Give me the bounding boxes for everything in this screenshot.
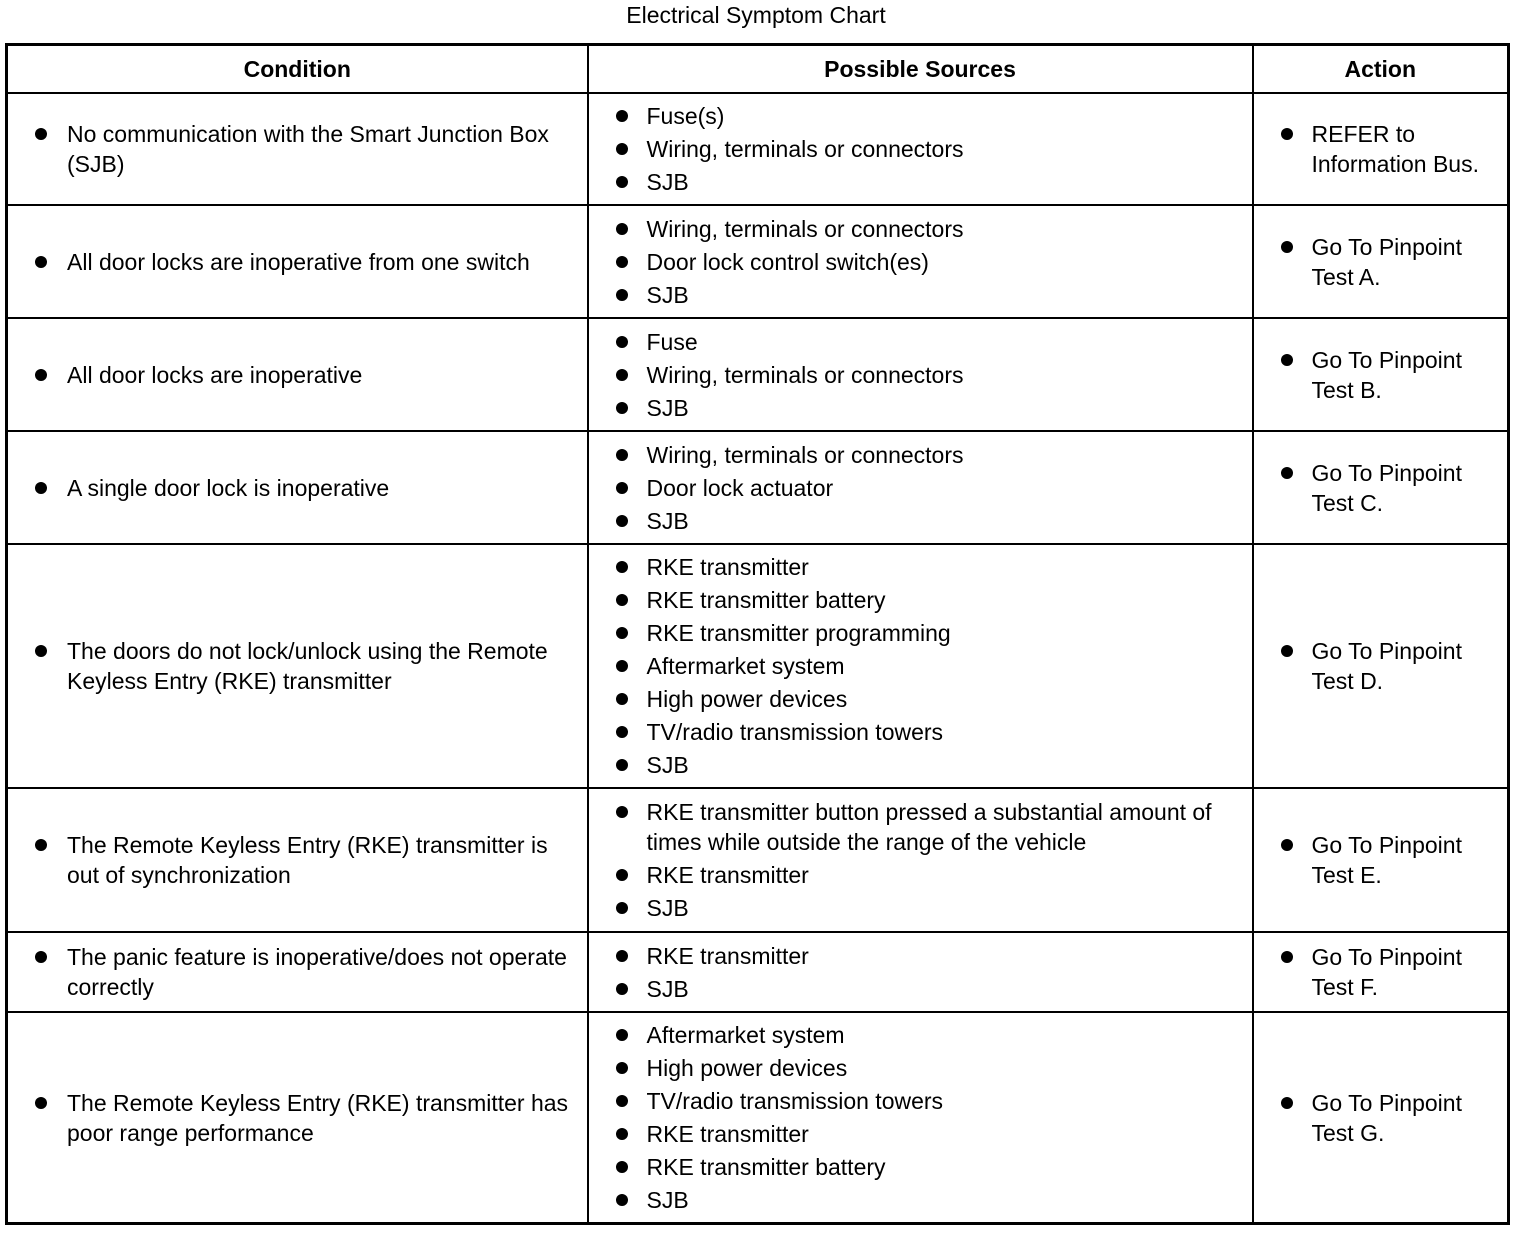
- action-text-list: [1254, 458, 1508, 518]
- action-cell: [1253, 318, 1509, 431]
- condition-text: The doors do not lock/unlock using the Remote Keyless Entry (RKE) transmitter: [8, 636, 587, 696]
- table-row: [7, 544, 1509, 788]
- source-item: Aftermarket system: [589, 651, 1252, 681]
- table-row: [7, 205, 1509, 318]
- action-text-list: [1254, 942, 1508, 1002]
- source-item: SJB: [589, 167, 1252, 197]
- condition-text-list: [8, 1088, 587, 1148]
- condition-cell: [7, 788, 588, 932]
- source-item-list: [589, 207, 1252, 317]
- condition-text: The Remote Keyless Entry (RKE) transmitter is out of synchronization: [8, 830, 587, 890]
- table-header-row: [7, 45, 1509, 94]
- condition-text-list: [8, 830, 587, 890]
- source-item-list: [589, 1013, 1252, 1222]
- condition-text-list: [8, 360, 587, 390]
- source-item: High power devices: [589, 684, 1252, 714]
- source-item: Wiring, terminals or connectors: [589, 134, 1252, 164]
- source-item-list: [589, 790, 1252, 930]
- action-text-list: [1254, 119, 1508, 179]
- condition-text-list: [8, 473, 587, 503]
- table-body: [7, 93, 1509, 1224]
- source-item-list: [589, 545, 1252, 787]
- condition-text-list: [8, 942, 587, 1002]
- condition-text: The panic feature is inoperative/does not operate correctly: [8, 942, 587, 1002]
- source-item: Aftermarket system: [589, 1020, 1252, 1050]
- possible-sources-cell: [588, 932, 1253, 1012]
- condition-text: All door locks are inoperative: [8, 360, 587, 390]
- source-item: Wiring, terminals or connectors: [589, 440, 1252, 470]
- action-cell: [1253, 788, 1509, 932]
- source-item-list: [589, 320, 1252, 430]
- condition-cell: [7, 1012, 588, 1224]
- action-text: Go To Pinpoint Test G.: [1254, 1088, 1508, 1148]
- source-item: RKE transmitter programming: [589, 618, 1252, 648]
- action-text: Go To Pinpoint Test C.: [1254, 458, 1508, 518]
- condition-text: A single door lock is inoperative: [8, 473, 587, 503]
- source-item-list: [589, 934, 1252, 1011]
- possible-sources-cell: [588, 205, 1253, 318]
- header-possible-sources: Possible Sources: [588, 45, 1253, 94]
- header-action: Action: [1253, 45, 1509, 94]
- condition-cell: [7, 93, 588, 205]
- source-item: RKE transmitter: [589, 941, 1252, 971]
- source-item: SJB: [589, 750, 1252, 780]
- table-row: [7, 431, 1509, 544]
- source-item: SJB: [589, 506, 1252, 536]
- condition-cell: [7, 544, 588, 788]
- action-cell: [1253, 205, 1509, 318]
- table-row: [7, 788, 1509, 932]
- source-item: Fuse(s): [589, 101, 1252, 131]
- action-text: Go To Pinpoint Test B.: [1254, 345, 1508, 405]
- source-item: SJB: [589, 280, 1252, 310]
- source-item: Door lock actuator: [589, 473, 1252, 503]
- source-item-list: [589, 433, 1252, 543]
- action-text: Go To Pinpoint Test A.: [1254, 232, 1508, 292]
- source-item: Wiring, terminals or connectors: [589, 360, 1252, 390]
- source-item: SJB: [589, 974, 1252, 1004]
- possible-sources-cell: [588, 544, 1253, 788]
- source-item: High power devices: [589, 1053, 1252, 1083]
- source-item: RKE transmitter: [589, 1119, 1252, 1149]
- action-text: Go To Pinpoint Test F.: [1254, 942, 1508, 1002]
- header-condition: Condition: [7, 45, 588, 94]
- source-item: TV/radio transmission towers: [589, 717, 1252, 747]
- possible-sources-cell: [588, 431, 1253, 544]
- action-text: Go To Pinpoint Test E.: [1254, 830, 1508, 890]
- action-cell: [1253, 431, 1509, 544]
- action-cell: [1253, 932, 1509, 1012]
- table-row: [7, 932, 1509, 1012]
- source-item: SJB: [589, 393, 1252, 423]
- action-cell: [1253, 93, 1509, 205]
- possible-sources-cell: [588, 788, 1253, 932]
- possible-sources-cell: [588, 1012, 1253, 1224]
- condition-text-list: [8, 636, 587, 696]
- action-text-list: [1254, 232, 1508, 292]
- action-text-list: [1254, 830, 1508, 890]
- source-item: Fuse: [589, 327, 1252, 357]
- action-text: REFER to Information Bus.: [1254, 119, 1508, 179]
- action-text-list: [1254, 636, 1508, 696]
- source-item: SJB: [589, 893, 1252, 923]
- source-item-list: [589, 94, 1252, 204]
- source-item: RKE transmitter: [589, 860, 1252, 890]
- condition-text: The Remote Keyless Entry (RKE) transmitter has poor range performance: [8, 1088, 587, 1148]
- possible-sources-cell: [588, 318, 1253, 431]
- action-text-list: [1254, 345, 1508, 405]
- source-item: RKE transmitter: [589, 552, 1252, 582]
- condition-cell: [7, 431, 588, 544]
- condition-text: No communication with the Smart Junction Box (SJB): [8, 119, 587, 179]
- action-cell: [1253, 1012, 1509, 1224]
- table-row: [7, 318, 1509, 431]
- source-item: Door lock control switch(es): [589, 247, 1252, 277]
- action-cell: [1253, 544, 1509, 788]
- table-row: [7, 1012, 1509, 1224]
- condition-text-list: [8, 119, 587, 179]
- source-item: Wiring, terminals or connectors: [589, 214, 1252, 244]
- condition-cell: [7, 205, 588, 318]
- table-row: [7, 93, 1509, 205]
- source-item: RKE transmitter battery: [589, 1152, 1252, 1182]
- source-item: RKE transmitter battery: [589, 585, 1252, 615]
- condition-text: All door locks are inoperative from one switch: [8, 247, 587, 277]
- action-text: Go To Pinpoint Test D.: [1254, 636, 1508, 696]
- condition-text-list: [8, 247, 587, 277]
- source-item: RKE transmitter button pressed a substantial amount of times while outside the range of the vehicle: [589, 797, 1252, 857]
- chart-title: Electrical Symptom Chart: [626, 2, 886, 28]
- source-item: TV/radio transmission towers: [589, 1086, 1252, 1116]
- symptom-table: [5, 43, 1510, 1225]
- condition-cell: [7, 318, 588, 431]
- action-text-list: [1254, 1088, 1508, 1148]
- condition-cell: [7, 932, 588, 1012]
- possible-sources-cell: [588, 93, 1253, 205]
- source-item: SJB: [589, 1185, 1252, 1215]
